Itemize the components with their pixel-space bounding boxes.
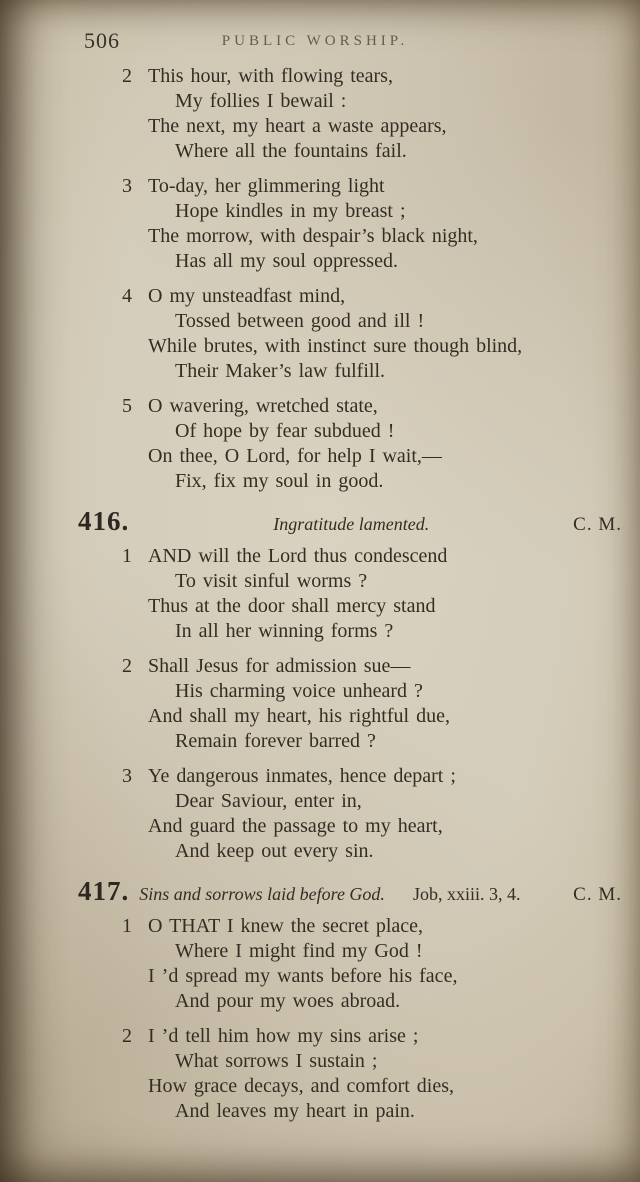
verse-line: And shall my heart, his rightful due, [148,705,450,727]
hymn-heading [78,506,622,537]
verse-line: Remain forever barred ? [175,730,376,752]
hymn-number: 416. [78,506,130,536]
page-header [0,0,640,54]
verse-line-text: I ’d tell him how my sins arise ; [148,1025,419,1047]
verse-line [122,1024,622,1049]
verse-line [122,284,622,309]
verse-line: On thee, O Lord, for help I wait,— [148,445,442,467]
stanza [122,1024,622,1124]
verse-line-text: O wavering, wretched state, [148,395,378,417]
verse-line-text: Shall Jesus for admission sue— [148,655,411,677]
verse-line: Their Maker’s law fulfill. [175,360,386,382]
page-number: 506 [84,28,120,53]
verse-line-text: Ye dangerous inmates, hence depart ; [148,765,456,787]
verse-line [122,174,622,199]
verse-line: And pour my woes abroad. [175,990,401,1012]
verse-line: My follies I bewail : [175,90,347,112]
verse-line: How grace decays, and comfort dies, [148,1075,454,1097]
verse-number: 3 [122,175,132,197]
verse-line: In all her winning forms ? [175,620,394,642]
stanza [122,394,622,494]
verse-number: 1 [122,545,132,567]
verse-line: And guard the passage to my heart, [148,815,443,837]
stanza [122,914,622,1014]
verse-line [122,394,622,419]
verse-line: Where all the fountains fail. [175,140,407,162]
verse-number: 2 [122,65,132,87]
verse-line-text: O THAT I knew the secret place, [148,915,424,937]
verse-line: The morrow, with despair’s black night, [148,225,478,247]
verse-line-text: This hour, with flowing tears, [148,65,393,87]
stanza [122,764,622,864]
verse-line: To visit sinful worms ? [175,570,368,592]
verse-line [122,764,622,789]
verse-line-text: AND will the Lord thus condescend [148,545,448,567]
verse-line: Fix, fix my soul in good. [175,470,384,492]
verse-line: And leaves my heart in pain. [175,1100,415,1122]
verse-line: Of hope by fear subdued ! [175,420,395,442]
verse-line: And keep out every sin. [175,840,374,862]
stanza [122,544,622,644]
verse-line [122,914,622,939]
verse-line: What sorrows I sustain ; [175,1050,378,1072]
hymn-heading [78,876,622,907]
verse-line: The next, my heart a waste appears, [148,115,447,137]
verse-line: Dear Saviour, enter in, [175,790,362,812]
verse-line: I ’d spread my wants before his face, [148,965,458,987]
stanza [122,174,622,274]
stanza [122,64,622,164]
hymn-number: 417. [78,876,130,906]
verse-line: Where I might find my God ! [175,940,423,962]
stanza [122,284,622,384]
verse-line: Thus at the door shall mercy stand [148,595,436,617]
hymn-title: Sins and sorrows laid before God. [139,884,385,904]
verse-line-text: To-day, her glimmering light [148,175,385,197]
stanza [122,654,622,754]
verse-number: 4 [122,285,132,307]
verse-line [122,64,622,89]
verse-line-text: O my unsteadfast mind, [148,285,346,307]
verse-line [122,544,622,569]
verse-line: While brutes, with instinct sure though blind, [148,335,523,357]
verse-number: 2 [122,1025,132,1047]
running-title: PUBLIC WORSHIP. [221,33,409,49]
page-content [0,54,640,1124]
verse-line: Tossed between good and ill ! [175,310,425,332]
hymn-meter: C. M. [573,514,622,535]
hymn-meter: C. M. [573,884,622,905]
verse-line: Hope kindles in my breast ; [175,200,406,222]
hymn-scripture: Job, xxiii. 3, 4. [412,884,521,904]
verse-line: Has all my soul oppressed. [175,250,398,272]
verse-number: 2 [122,655,132,677]
verse-line: His charming voice unheard ? [175,680,423,702]
verse-number: 3 [122,765,132,787]
verse-number: 5 [122,395,132,417]
hymn-title: Ingratitude lamented. [273,514,430,534]
verse-number: 1 [122,915,132,937]
verse-line [122,654,622,679]
